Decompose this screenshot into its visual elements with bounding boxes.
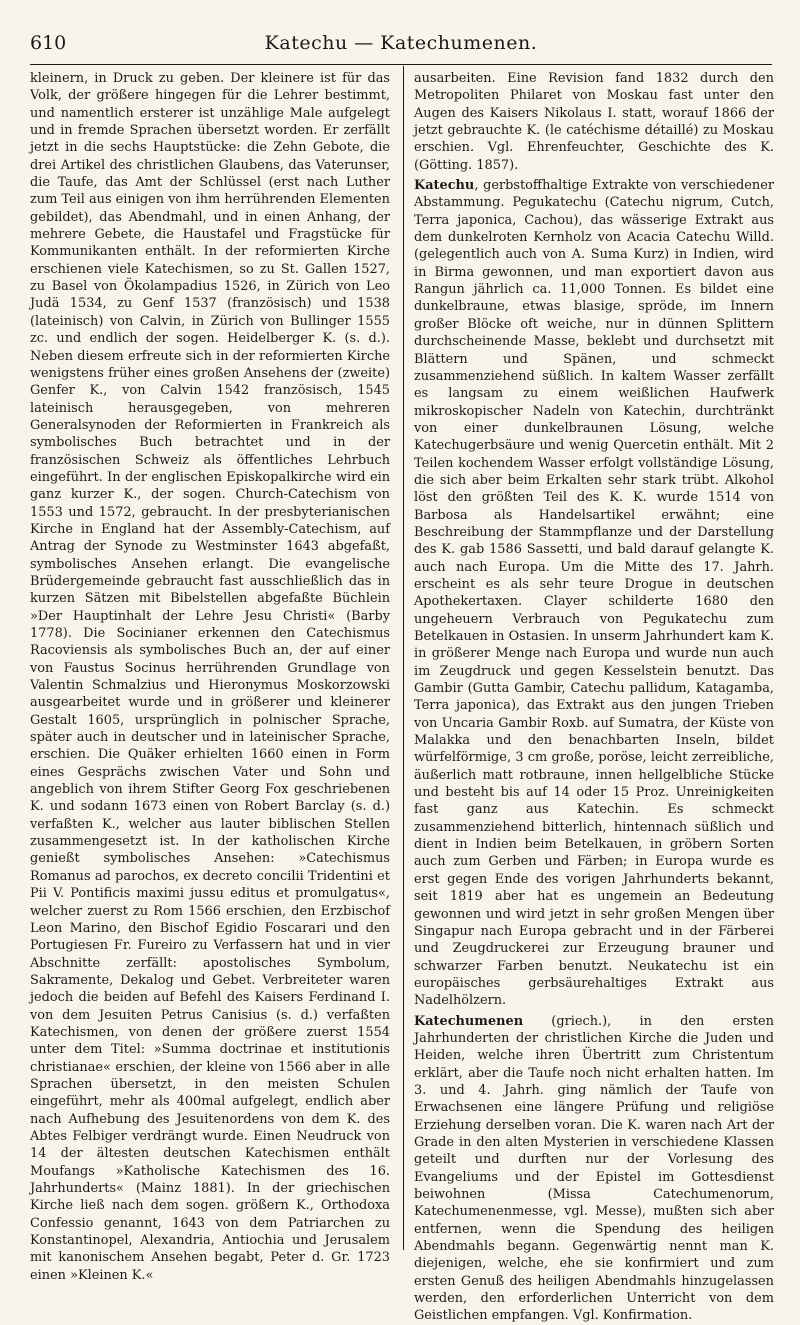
- page-header: [30, 32, 772, 60]
- left-column: [30, 70, 390, 1284]
- katechu-body: , gerbstoffhaltige Extrakte von verschiedener Abstammung. Pegukatechu (Catechu nigrum, Cutch, Terra japonica, Cachou), das wässerige Extrakt aus dem dunkelroten Kernholz von Acacia Catechu Willd. (gelegentlich auch von A. Suma Kurz) in Indien, wird in Birma gewonnen, und man exportiert davon aus Rangun jährlich ca. 11,000 Tonnen. Es bildet eine dunkelbraune, etwas blasige, spröde, im Innern großer Blöcke oft weiche, nur in dünnen Splittern durchscheinende Masse, beklebt und durchsetzt mit Blättern und Spänen, und schmeckt zusammenziehend süßlich. In kaltem Wasser zerfällt es langsam zu einem weißlichen Haufwerk mikroskopischer Nadeln von Katechin, durchtränkt von einer dunkelbraunen Lösung, welche Katechugerbsäure und wenig Quercetin enthält. Mit 2 Teilen kochendem Wasser erfolgt vollständige Lösung, die sich aber beim Erkalten sehr stark trübt. Alkohol löst den größten Teil des K. K. wurde 1514 von Barbosa als Handelsartikel erwähnt; eine Beschreibung der Stammpflanze und der Darstellung des K. gab 1586 Sassetti, und bald darauf gelangte K. auch nach Europa. Um die Mitte des 17. Jahrh. erscheint es als sehr teure Drogue in deutschen Apothekertaxen. Clayer schilderte 1680 den ungeheuern Verbrauch von Pegukatechu zum Betelkauen in Ostasien. In unserm Jahrhundert kam K. in größerer Menge nach Europa und wurde nun auch im Zeugdruck und gegen Kesselstein benutzt. Das Gambir (Gutta Gambir, Catechu pallidum, Katagamba, Terra japonica), das Extrakt aus den jungen Trieben von Uncaria Gambir Roxb. auf Sumatra, der Küste von Malakka und den benachbarten Inseln, bildet würfelförmige, 3 cm große, poröse, leicht zerreibliche, äußerlich matt rotbraune, innen hellgelbliche Stücke und besteht bis auf 14 oder 15 Proz. Unreinigkeiten fast ganz aus Katechin. Es schmeckt zusammenziehend bitterlich, hintennach süßlich und dient in Indien beim Betelkauen, in gröbern Sorten auch zum Gerben und Färben; in Europa wurde es erst gegen Ende des vorigen Jahrhunderts bekannt, seit 1819 aber hat es ungemein an Bedeutung gewonnen und wird jetzt in sehr großen Mengen über Singapur nach Europa gebracht und in der Färberei und Zeugdruckerei zur Erzeugung brauner und schwarzer Farben benutzt. Neukatechu ist ein europäisches gerbsäurehaltiges Extrakt aus Nadelhölzern.: [414, 178, 774, 1009]
- left-paragraph: kleinern, in Druck zu geben. Der kleinere ist für das Volk, der größere hingegen für die Lehrer bestimmt, und namentlich ersterer ist unzählige Male aufgelegt und in fremde Sprachen übersetzt worden. Er zerfällt jetzt in die sechs Hauptstücke: die Zehn Gebote, die drei Artikel des christlichen Glaubens, das Vaterunser, die Taufe, das Amt der Schlüssel (erst nach Luther zum Teil aus einigen von ihm herrührenden Elementen gebildet), das Abendmahl, und in einen Anhang, der mehrere Gebete, die Haustafel und Fragstücke für Kommunikanten enthält. In der reformierten Kirche erschienen viele Katechismen, so zu St. Gallen 1527, zu Basel von Ökolampadius 1526, in Zürich von Leo Judä 1534, zu Genf 1537 (französisch) und 1538 (lateinisch) von Calvin, in Zürich von Bullinger 1555 zc. und endlich der sogen. Heidelberger K. (s. d.). Neben diesem erfreute sich in der reformierten Kirche wenigstens früher eines großen Ansehens der (zweite) Genfer K., von Calvin 1542 französisch, 1545 lateinisch herausgegeben, von mehreren Generalsynoden der Reformierten in Frankreich als symbolisches Buch betrachtet und in der französischen Schweiz als öffentliches Lehrbuch eingeführt. In der englischen Episkopalkirche wird ein ganz kurzer K., der sogen. Church-Catechism von 1553 und 1572, gebraucht. In der presbyterianischen Kirche in England hat der Assembly-Catechism, auf Antrag der Synode zu Westminster 1643 abgefaßt, symbolisches Ansehen erlangt. Die evangelische Brüdergemeinde gebraucht fast ausschließlich das in kurzen Sätzen mit Bibelstellen abgefaßte Büchlein »Der Hauptinhalt der Lehre Jesu Christi« (Barby 1778). Die Socinianer erkennen den Catechismus Racoviensis als symbolisches Buch an, der auf einer von Faustus Socinus herrührenden Grundlage von Valentin Schmalzius und Hieronymus Moskorzowski ausgearbeitet wurde und in größerer und kleinerer Gestalt 1605, ursprünglich in polnischer Sprache, später auch in deutscher und in lateinischer Sprache, erschien. Die Quäker erhielten 1660 einen in Form eines Gesprächs zwischen Vater und Sohn und angeblich von ihrem Stifter Georg Fox geschriebenen K. und sodann 1673 einen von Robert Barclay (s. d.) verfaßten K., welcher aus lauter biblischen Stellen zusammengesetzt ist. In der katholischen Kirche genießt symbolisches Ansehen: »Catechismus Romanus ad parochos, ex decreto concilii Tridentini et Pii V. Pontificis maximi jussu editus et promulgatus«, welcher zuerst zu Rom 1566 erschien, den Erzbischof Leon Marino, den Bischof Egidio Foscarari und den Portugiesen Fr. Fureiro zu Verfassern hat und in vier Abschnitte zerfällt: apostolisches Symbolum, Sakramente, Dekalog und Gebet. Verbreiteter waren jedoch die beiden auf Befehl des Kaisers Ferdinand I. von dem Jesuiten Petrus Canisius (s. d.) verfaßten Katechismen, von denen der größere zuerst 1554 unter dem Titel: »Summa doctrinae et institutionis christianae« erschien, der kleine von 1566 aber in alle Sprachen übersetzt, in den meisten Schulen eingeführt, mehr als 400mal aufgelegt, endlich aber nach Aufhebung des Jesuitenordens von dem K. des Abtes Felbiger verdrängt wurde. Einen Neudruck von 14 der ältesten deutschen Katechismen enthält Moufangs »Katholische Katechismen des 16. Jahrhunderts« (Mainz 1881). In der griechischen Kirche ließ nach dem sogen. größern K., Orthodoxa Confessio genannt, 1643 von dem Patriarchen zu Konstantinopel, Alexandria, Antiochia und Jerusalem mit kanonischem Ansehen begabt, Peter d. Gr. 1723 einen »Kleinen K.«: [30, 71, 390, 1283]
- header-rule: [30, 64, 772, 65]
- lemma-katechumenen: Katechumenen: [414, 1013, 524, 1029]
- running-head: Katechu — Katechumenen.: [264, 32, 538, 54]
- right-intro-paragraph: ausarbeiten. Eine Revision fand 1832 durch den Metropoliten Philaret von Moskau fast unter den Augen des Kaisers Nikolaus I. statt, worauf 1866 der jetzt gebrauchte K. (le catéchisme détaillé) zu Moskau erschien. Vgl. Ehrenfeuchter, Geschichte des K. (Götting. 1857).: [414, 71, 774, 173]
- column-divider: [403, 66, 404, 1250]
- entry-katechumenen: [414, 1013, 774, 1325]
- katechumenen-body: (griech.), in den ersten Jahrhunderten der christlichen Kirche die Juden und Heiden, welche ihren Übertritt zum Christentum erklärt, aber die Taufe noch nicht erhalten hatten. Im 3. und 4. Jahrh. ging nämlich der Taufe von Erwachsenen eine längere Prüfung und religiöse Erziehung derselben voran. Die K. waren nach Art der Grade in den alten Mysterien in verschiedene Klassen geteilt und durften nur der Vorlesung des Evangeliums und der Epistel im Gottesdienst beiwohnen (Missa Catechumenorum, Katechumenenmesse, vgl. Messe), mußten sich aber entfernen, wenn die Spendung des heiligen Abendmahls begann. Gegenwärtig nennt man K. diejenigen, welche, ehe sie konfirmiert und zum ersten Genuß des heiligen Abendmahls hinzugelassen werden, den erforderlichen Unterricht von dem Geistlichen empfangen. Vgl. Konfirmation.: [414, 1013, 774, 1324]
- right-column: [414, 70, 774, 1325]
- page-number: 610: [30, 32, 67, 54]
- entry-katechu: [414, 177, 774, 1010]
- lemma-katechu: Katechu: [414, 178, 475, 194]
